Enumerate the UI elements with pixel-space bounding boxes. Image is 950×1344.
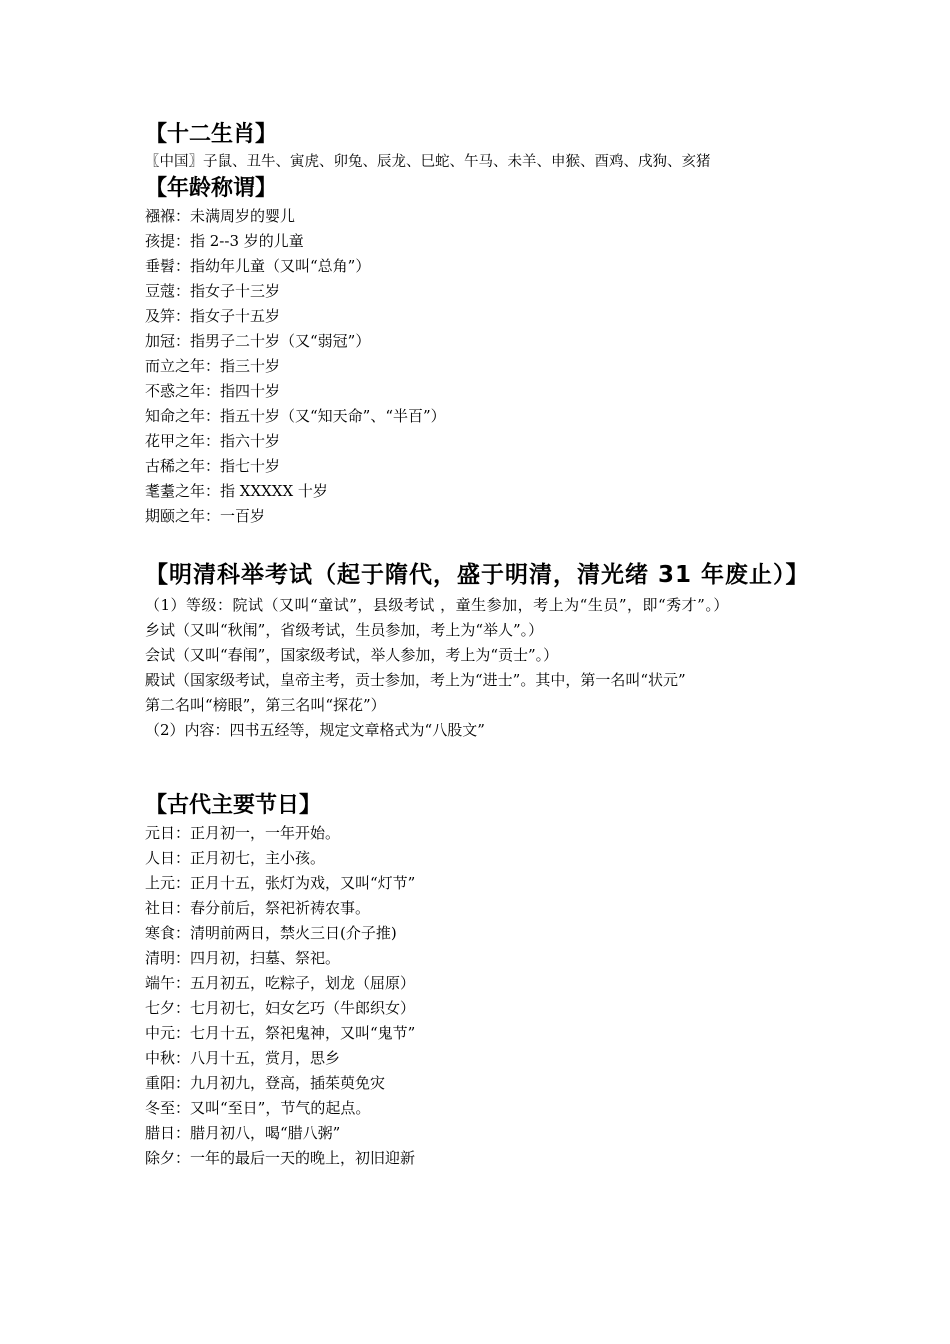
list-item: 腊日：腊月初八，喝“腊八粥”: [145, 1124, 341, 1142]
list-item: 重阳：九月初九，登高，插茱萸免灾: [145, 1074, 386, 1092]
list-item: 中元：七月十五，祭祀鬼神，又叫“鬼节”: [145, 1024, 416, 1042]
age-terms-heading: 【年龄称谓】: [145, 176, 278, 201]
list-item: 殿试（国家级考试，皇帝主考，贡士参加，考上为“进士”。其中，第一名叫“状元”: [145, 671, 686, 689]
document-page: [145, 120, 815, 1171]
list-item: 清明：四月初，扫墓、祭祀。: [145, 949, 341, 967]
list-item: 期颐之年：一百岁: [145, 507, 266, 525]
age-terms-section: [145, 174, 815, 529]
list-item: 加冠：指男子二十岁（又“弱冠”）: [145, 332, 371, 350]
list-item: 端午：五月初五，吃粽子，划龙（屈原）: [145, 974, 416, 992]
list-item: 知命之年：指五十岁（又“知天命”、“半百”）: [145, 407, 446, 425]
list-item: （2）内容：四书五经等，规定文章格式为“八股文”: [145, 721, 485, 739]
spacer: [145, 529, 815, 557]
list-item: 及笄：指女子十五岁: [145, 307, 281, 325]
festivals-section: [145, 791, 815, 1171]
spacer: [145, 743, 815, 791]
list-item: 社日：春分前后，祭祀祈祷农事。: [145, 899, 371, 917]
exam-section: [145, 557, 815, 743]
list-item: 花甲之年：指六十岁: [145, 432, 281, 450]
list-item: 除夕：一年的最后一天的晚上，初旧迎新: [145, 1149, 416, 1167]
zodiac-line: 〖中国〗子鼠、丑牛、寅虎、卯兔、辰龙、巳蛇、午马、未羊、申猴、酉鸡、戌狗、亥猪: [145, 154, 711, 170]
list-item: 古稀之年：指七十岁: [145, 457, 281, 475]
exam-heading: 【明清科举考试（起于隋代，盛于明清，清光绪 31 年废止）】: [145, 562, 810, 588]
list-item: 中秋：八月十五，赏月，思乡: [145, 1049, 341, 1067]
list-item: 第二名叫“榜眼”，第三名叫“探花”）: [145, 696, 386, 714]
list-item: 人日：正月初七，主小孩。: [145, 849, 326, 867]
list-item: 寒食：清明前两日，禁火三日(介子推): [145, 924, 397, 942]
festivals-heading: 【古代主要节日】: [145, 793, 322, 818]
list-item: 七夕：七月初七，妇女乞巧（牛郎织女）: [145, 999, 416, 1017]
zodiac-heading: 【十二生肖】: [145, 122, 278, 147]
list-item: 上元：正月十五，张灯为戏，又叫“灯节”: [145, 874, 416, 892]
list-item: 元日：正月初一，一年开始。: [145, 824, 341, 842]
list-item: 乡试（又叫“秋闱”，省级考试，生员参加，考上为“举人”。）: [145, 621, 544, 639]
list-item: 耄耋之年：指 XXXXX 十岁: [145, 482, 328, 500]
list-item: （1）等级：院试（又叫“童试”，县级考试 ，童生参加，考上为“生员”，即“秀才”。）: [145, 596, 729, 614]
zodiac-section: [145, 120, 815, 174]
list-item: 襁褓：未满周岁的婴儿: [145, 207, 296, 225]
list-item: 冬至：又叫“至日”，节气的起点。: [145, 1099, 371, 1117]
list-item: 垂髫：指幼年儿童（又叫“总角”）: [145, 257, 371, 275]
list-item: 而立之年：指三十岁: [145, 357, 281, 375]
list-item: 孩提：指 2--3 岁的儿童: [145, 232, 304, 250]
list-item: 豆蔻：指女子十三岁: [145, 282, 281, 300]
list-item: 会试（又叫“春闱”，国家级考试，举人参加，考上为“贡士”。）: [145, 646, 559, 664]
list-item: 不惑之年：指四十岁: [145, 382, 281, 400]
